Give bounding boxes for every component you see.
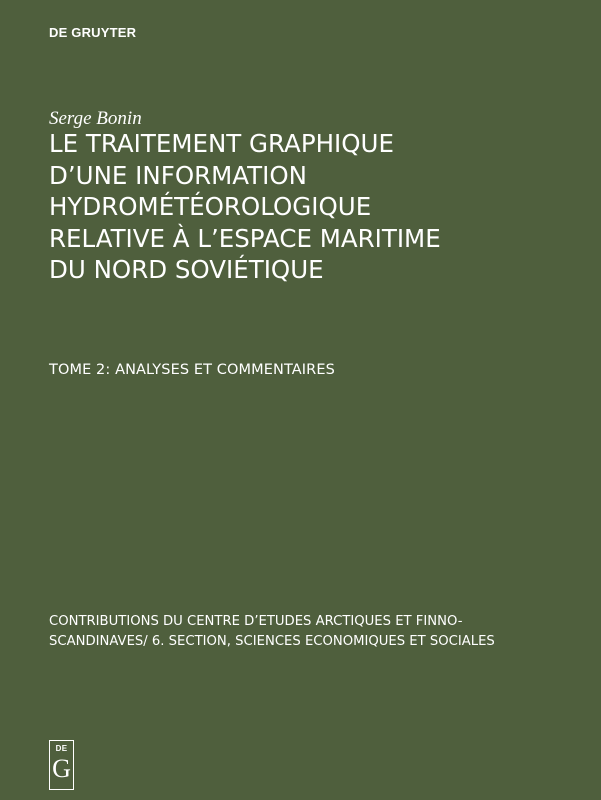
- logo-top-text: DE: [55, 744, 68, 753]
- publisher-name: DE GRUYTER: [49, 25, 137, 40]
- book-title: [49, 128, 579, 286]
- series-line: CONTRIBUTIONS DU CENTRE D’ETUDES ARCTIQUES ET FINNO-: [49, 614, 463, 629]
- title-line: HYDROMÉTÉOROLOGIQUE: [49, 192, 372, 221]
- volume-subtitle: TOME 2: ANALYSES ET COMMENTAIRES: [49, 362, 335, 378]
- title-line: RELATIVE À L’ESPACE MARITIME: [49, 223, 441, 253]
- title-line: DU NORD SOVIÉTIQUE: [49, 255, 324, 284]
- series-line: SCANDINAVES/ 6. SECTION, SCIENCES ECONOMIQUES ET SOCIALES: [49, 634, 495, 649]
- de-gruyter-logo: [49, 740, 74, 790]
- title-line: D’UNE INFORMATION: [49, 160, 307, 190]
- logo-bottom-text: G: [52, 754, 71, 783]
- series-title: [49, 612, 589, 652]
- title-line: LE TRAITEMENT GRAPHIQUE: [49, 129, 394, 158]
- author-name: Serge Bonin: [49, 108, 142, 129]
